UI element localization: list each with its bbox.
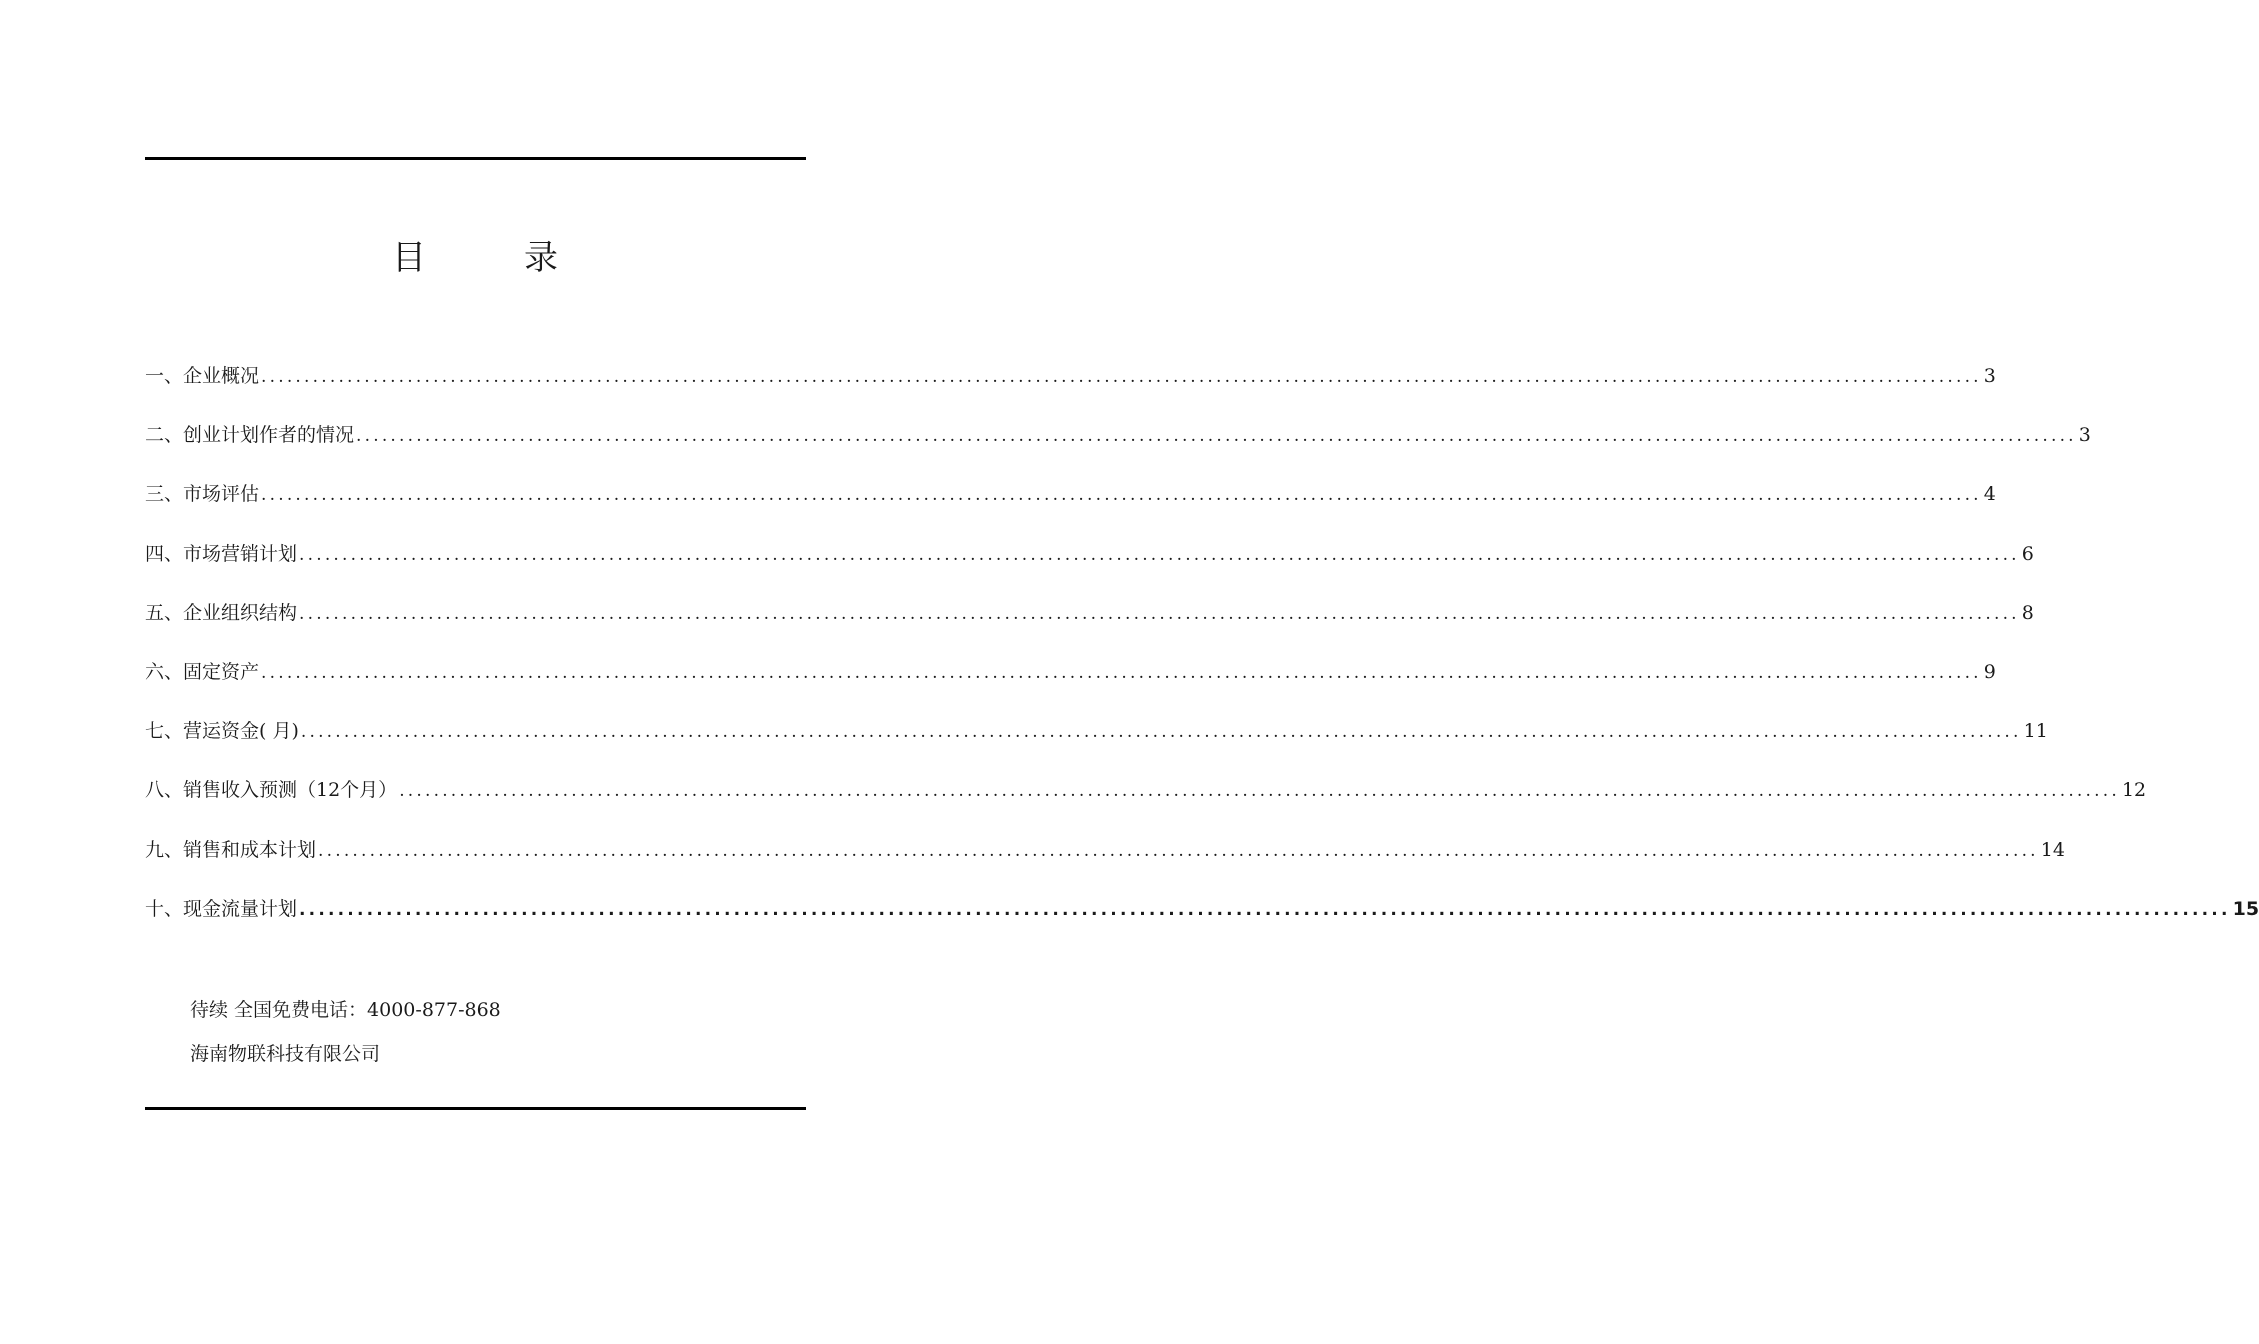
toc-entry[interactable]	[145, 713, 2048, 772]
toc-entry[interactable]	[145, 595, 2034, 654]
toc-leader-dots: ........................................................................................................................................................................................................	[261, 485, 1982, 506]
bottom-rule	[145, 1107, 806, 1110]
toc-leader-dots: ........................................................................................................................................................................................................	[261, 367, 1982, 387]
toc-leader-dots: ........................................................................................................................................................................................................	[299, 899, 2231, 920]
toc-entry-label: 八、销售收入预测（12个月）	[145, 779, 398, 802]
toc-entry-page: 14	[2040, 838, 2065, 861]
toc-entry-label: 十、现金流量计划	[145, 897, 298, 920]
toc-entry-page: 11	[2023, 720, 2048, 743]
footer-company-name: 海南物联科技有限公司	[190, 1043, 381, 1065]
toc-leader-dots: ........................................................................................................................................................................................................	[318, 840, 2039, 861]
toc-entry-label: 二、创业计划作者的情况	[145, 424, 355, 447]
toc-leader-dots: ........................................................................................................................................................................................................	[299, 603, 2020, 624]
toc-entry-page: 9	[1983, 660, 1996, 683]
page-title: 目 录	[392, 238, 590, 278]
toc-entry-label: 五、企业组织结构	[145, 601, 298, 624]
toc-entry-page: 12	[2121, 779, 2147, 802]
toc-entry-page: 8	[2021, 601, 2034, 624]
toc-leader-dots: ........................................................................................................................................................................................................	[300, 722, 2022, 743]
toc-entry-label: 九、销售和成本计划	[145, 838, 317, 861]
toc-entry-page: 6	[2021, 542, 2034, 565]
toc-entry-label: 四、市场营销计划	[145, 542, 298, 565]
toc-entry[interactable]	[145, 417, 2091, 476]
toc-entry-page: 3	[1983, 365, 1996, 387]
toc-leader-dots: ........................................................................................................................................................................................................	[399, 781, 2120, 802]
toc-leader-dots: ........................................................................................................................................................................................................	[261, 662, 1982, 683]
toc-entry[interactable]	[145, 536, 2034, 595]
toc-leader-dots: ........................................................................................................................................................................................................	[356, 426, 2077, 447]
top-rule	[145, 157, 806, 160]
toc-entry[interactable]	[145, 891, 2259, 950]
toc-entry[interactable]	[145, 358, 1996, 417]
toc-entry[interactable]	[145, 476, 1996, 535]
toc-entry[interactable]	[145, 832, 2065, 891]
toc-entry-page: 4	[1983, 483, 1996, 506]
table-of-contents	[145, 358, 2259, 950]
toc-entry-page: 15	[2232, 897, 2259, 920]
footer-phone-line: 待续 全国免费电话：4000-877-868	[190, 999, 501, 1021]
toc-entry[interactable]	[145, 772, 2147, 831]
footer-contact	[190, 988, 501, 1076]
toc-entry[interactable]	[145, 654, 1996, 713]
toc-leader-dots: ........................................................................................................................................................................................................	[299, 544, 2020, 565]
toc-entry-label: 六、固定资产	[145, 660, 260, 683]
toc-entry-label: 一、企业概况	[145, 365, 260, 387]
toc-entry-label: 七、营运资金( 月)	[145, 720, 299, 743]
toc-entry-label: 三、市场评估	[145, 483, 260, 506]
toc-entry-page: 3	[2078, 424, 2091, 447]
